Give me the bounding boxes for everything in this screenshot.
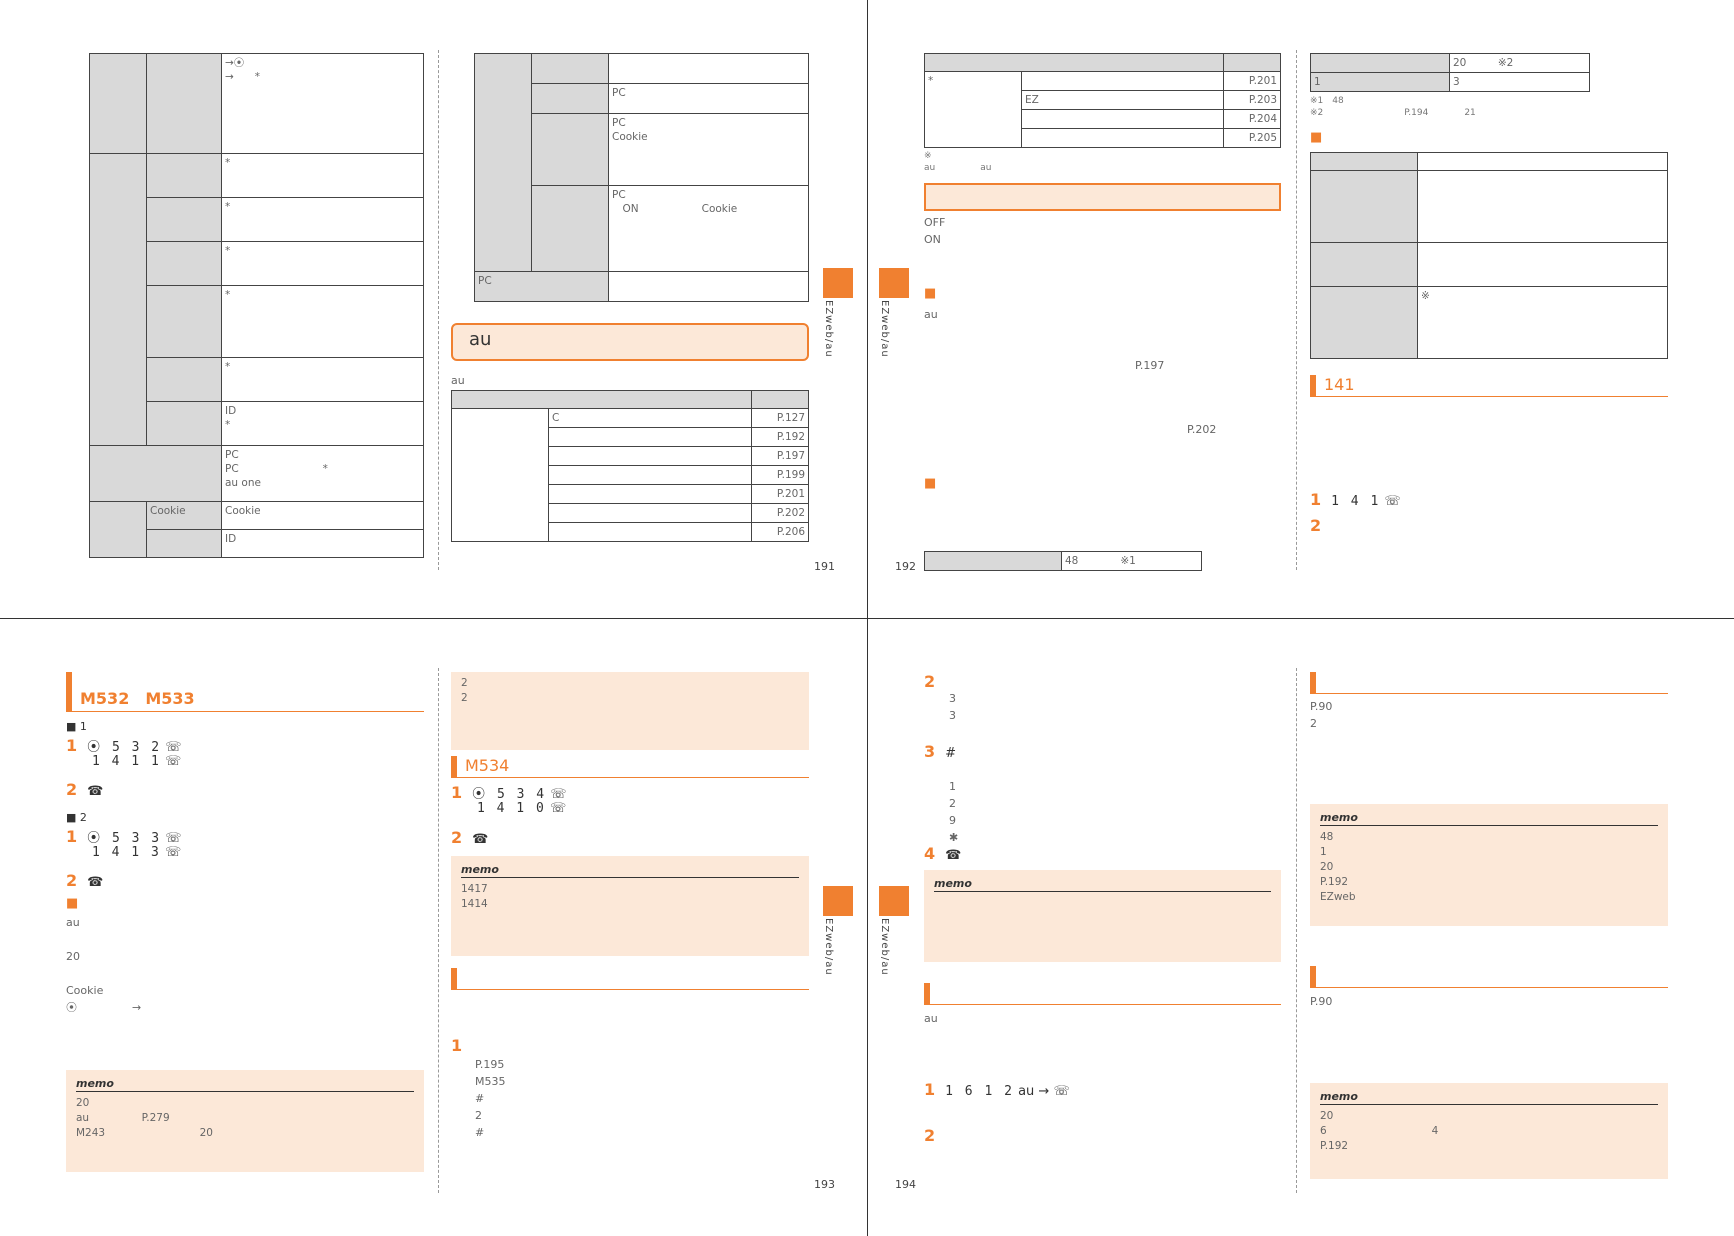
table-cell bbox=[549, 447, 752, 466]
table-cell: EZ bbox=[1022, 91, 1224, 110]
step-3: 3 # bbox=[924, 742, 957, 761]
page-number: 191 bbox=[814, 560, 835, 573]
table-cell bbox=[532, 114, 609, 186]
table-cell bbox=[549, 485, 752, 504]
step-1: 1 bbox=[451, 1036, 463, 1055]
table-cell bbox=[147, 198, 222, 242]
memo-label: memo bbox=[76, 1076, 414, 1092]
body-text: P.90 bbox=[1310, 995, 1333, 1008]
section-title: 141 bbox=[1310, 375, 1668, 397]
table-cell bbox=[1311, 287, 1418, 359]
page-191 bbox=[0, 0, 867, 618]
table-cell bbox=[90, 502, 147, 558]
table-cell: PC bbox=[475, 272, 609, 302]
side-label: EZweb/au bbox=[823, 918, 834, 976]
note-box: 2 2 bbox=[451, 672, 809, 750]
info-table-2 bbox=[1310, 53, 1590, 92]
info-table bbox=[924, 551, 1202, 571]
key-sequence: 1 4 1 bbox=[1331, 494, 1381, 509]
table-cell bbox=[1022, 72, 1224, 91]
page-number: 194 bbox=[895, 1178, 916, 1191]
table-header bbox=[752, 391, 809, 409]
key-sequence: ⦿ 5 3 3 bbox=[87, 831, 162, 846]
table-cell bbox=[609, 54, 809, 84]
table-cell bbox=[90, 154, 147, 446]
table-cell bbox=[147, 154, 222, 198]
section-title-box: au bbox=[451, 323, 809, 361]
table-cell bbox=[90, 54, 147, 154]
body-text: 3 3 bbox=[949, 692, 956, 722]
subheading bbox=[66, 896, 82, 911]
table-cell bbox=[147, 358, 222, 402]
step-2: 2 bbox=[924, 672, 936, 691]
table-cell: P.192 bbox=[752, 428, 809, 447]
table-header bbox=[452, 391, 752, 409]
end-key-icon: ☎ bbox=[472, 832, 489, 847]
step-2a: 2 ☎ bbox=[66, 780, 104, 799]
table-cell: P.204 bbox=[1224, 110, 1281, 129]
table-cell: PC bbox=[609, 84, 809, 114]
table-cell bbox=[1311, 171, 1418, 243]
option-item: 1 bbox=[949, 780, 956, 793]
table-cell bbox=[1418, 153, 1668, 171]
page-193 bbox=[0, 618, 867, 1236]
step-2: 2 ☎ bbox=[451, 828, 489, 847]
side-label: EZweb/au bbox=[879, 300, 890, 358]
table-cell: ※ bbox=[1418, 287, 1668, 359]
table-cell: ID * bbox=[222, 402, 424, 446]
side-tab-marker bbox=[879, 886, 909, 916]
table-cell bbox=[532, 84, 609, 114]
section-title-box bbox=[924, 183, 1281, 211]
call-key-icon: ☏ bbox=[549, 801, 567, 816]
side-tab-marker bbox=[879, 268, 909, 298]
side-tab-marker bbox=[823, 268, 853, 298]
footnotes: ※1 48 ※2 P.194 21 bbox=[1310, 96, 1476, 118]
table-cell: →⦿ → * bbox=[222, 54, 424, 154]
settings-table-2 bbox=[474, 53, 809, 302]
option-item: 9 bbox=[949, 814, 956, 827]
option-item: 2 bbox=[949, 797, 956, 810]
table-cell: P.203 bbox=[1224, 91, 1281, 110]
table-cell bbox=[90, 446, 222, 502]
side-label: EZweb/au bbox=[823, 300, 834, 358]
bullet-item: P.202 bbox=[1187, 423, 1217, 436]
table-cell: 48 ※1 bbox=[1062, 552, 1202, 571]
section-title: M534 bbox=[451, 756, 809, 778]
table-cell bbox=[549, 466, 752, 485]
table-footnote: ※ au au bbox=[924, 151, 992, 173]
table-cell: 3 bbox=[1450, 73, 1590, 92]
option-list bbox=[949, 778, 958, 846]
table-cell: PC ON Cookie bbox=[609, 186, 809, 272]
key-sequence: 1 4 1 0 bbox=[477, 801, 546, 816]
table-cell bbox=[609, 272, 809, 302]
body-text: OFF ON bbox=[924, 216, 946, 246]
table-cell bbox=[532, 54, 609, 84]
bullet-item: P.197 bbox=[1135, 359, 1165, 372]
call-key-icon: ☏ bbox=[1053, 1084, 1070, 1099]
page-number: 192 bbox=[895, 560, 916, 573]
table-cell: * bbox=[222, 242, 424, 286]
table-cell bbox=[147, 286, 222, 358]
table-cell: 20 ※2 bbox=[1450, 54, 1590, 73]
option-item: ✱ bbox=[949, 831, 959, 844]
table-cell: * bbox=[222, 358, 424, 402]
call-key-icon: ☏ bbox=[164, 754, 182, 769]
table-cell bbox=[147, 402, 222, 446]
bullet-heading: ■ 1 bbox=[66, 720, 87, 733]
step-1: 1 1 6 1 2 au → ☏ bbox=[924, 1080, 1070, 1099]
memo-label: memo bbox=[461, 862, 799, 878]
step-2: 2 bbox=[1310, 516, 1322, 535]
bullet-heading: ■ 2 bbox=[66, 811, 87, 824]
table-cell bbox=[549, 428, 752, 447]
end-key-icon: ☎ bbox=[87, 875, 104, 890]
bullet-item: au bbox=[924, 308, 938, 321]
call-key-icon: ☏ bbox=[1384, 494, 1401, 509]
call-key-icon: ☏ bbox=[164, 845, 182, 860]
page-192 bbox=[867, 0, 1734, 618]
section-title bbox=[451, 968, 809, 990]
side-tab-marker bbox=[823, 886, 853, 916]
step-1: 1 1 4 1 ☏ bbox=[1310, 490, 1401, 509]
memo-label: memo bbox=[1320, 1089, 1658, 1105]
table-cell bbox=[475, 54, 532, 272]
table-cell bbox=[1311, 153, 1418, 171]
table-cell: * bbox=[222, 286, 424, 358]
subheading bbox=[924, 476, 940, 491]
end-key-icon: ☎ bbox=[87, 784, 104, 799]
section-title bbox=[1310, 672, 1668, 694]
step-1a-keys bbox=[92, 754, 181, 769]
body-text: au bbox=[924, 1012, 938, 1025]
table-cell bbox=[1311, 243, 1418, 287]
memo-box: memo 20 au P.279 M243 20 bbox=[66, 1070, 424, 1172]
memo-box: memo 1417 1414 bbox=[451, 856, 809, 956]
page-number: 193 bbox=[814, 1178, 835, 1191]
table-cell bbox=[147, 54, 222, 154]
table-cell bbox=[147, 242, 222, 286]
table-cell: * bbox=[222, 154, 424, 198]
table-cell: P.197 bbox=[752, 447, 809, 466]
table-cell: P.127 bbox=[752, 409, 809, 428]
table-cell bbox=[1418, 171, 1668, 243]
table-cell bbox=[549, 523, 752, 542]
call-key-icon: ☏ bbox=[165, 831, 182, 846]
memo-label: memo bbox=[1320, 810, 1658, 826]
memo-box: memo 48 1 20 P.192 EZweb bbox=[1310, 804, 1668, 926]
table-cell: P.199 bbox=[752, 466, 809, 485]
key-sequence: ⦿ 5 3 2 bbox=[87, 740, 162, 755]
table-cell bbox=[925, 552, 1062, 571]
side-label: EZweb/au bbox=[879, 918, 890, 976]
memo-label: memo bbox=[934, 876, 1271, 892]
table-cell: PC Cookie bbox=[609, 114, 809, 186]
step-1b-keys bbox=[92, 845, 181, 860]
key-sequence: ⦿ 5 3 4 bbox=[472, 787, 547, 802]
body-text: au 20 Cookie ⦿ → bbox=[66, 916, 142, 1014]
table-cell: P.205 bbox=[1224, 129, 1281, 148]
section-title bbox=[924, 983, 1281, 1005]
step-2b: 2 ☎ bbox=[66, 871, 104, 890]
settings-table-1 bbox=[89, 53, 424, 558]
table-cell: ID bbox=[222, 530, 424, 558]
body-text: P.90 2 bbox=[1310, 700, 1333, 730]
table-cell: PC PC * au one bbox=[222, 446, 424, 502]
page-194 bbox=[867, 618, 1734, 1236]
section-title bbox=[1310, 966, 1668, 988]
table-cell bbox=[549, 504, 752, 523]
call-key-icon: ☏ bbox=[550, 787, 567, 802]
reference-table bbox=[924, 53, 1281, 148]
subheading bbox=[1310, 130, 1326, 145]
table-header bbox=[925, 54, 1224, 72]
table-cell bbox=[147, 530, 222, 558]
call-key-icon: ☏ bbox=[165, 740, 182, 755]
table-cell bbox=[1418, 243, 1668, 287]
reference-table bbox=[451, 390, 809, 542]
step-4: 4 ☎ bbox=[924, 844, 962, 863]
table-cell: * bbox=[925, 72, 1022, 148]
table-cell: Cookie bbox=[147, 502, 222, 530]
memo-box bbox=[924, 870, 1281, 962]
section-title: M532 M533 bbox=[66, 672, 424, 712]
table-cell bbox=[1022, 129, 1224, 148]
step-1-keys bbox=[477, 801, 566, 816]
step-2b: 2 bbox=[924, 1126, 936, 1145]
step-1a: 1 ⦿ 5 3 2 ☏ bbox=[66, 736, 182, 755]
table-cell: P.206 bbox=[752, 523, 809, 542]
table-cell bbox=[1022, 110, 1224, 129]
settings-table-3 bbox=[1310, 152, 1668, 359]
table-cell: 1 bbox=[1311, 73, 1450, 92]
intro-text: au bbox=[451, 374, 465, 387]
table-cell: P.201 bbox=[752, 485, 809, 504]
body-text: P.195 M535 # 2 # bbox=[475, 1058, 506, 1139]
end-key-icon: ☎ bbox=[945, 848, 962, 863]
table-header bbox=[1224, 54, 1281, 72]
step-1: 1 ⦿ 5 3 4 ☏ bbox=[451, 783, 567, 802]
table-cell: C bbox=[549, 409, 752, 428]
table-cell bbox=[1311, 54, 1450, 73]
table-cell: P.201 bbox=[1224, 72, 1281, 91]
memo-box: memo 20 6 4 P.192 bbox=[1310, 1083, 1668, 1179]
step-1b: 1 ⦿ 5 3 3 ☏ bbox=[66, 827, 182, 846]
table-cell: Cookie bbox=[222, 502, 424, 530]
table-cell bbox=[452, 409, 549, 542]
table-cell: * bbox=[222, 198, 424, 242]
table-cell bbox=[532, 186, 609, 272]
key-sequence: 1 6 1 2 bbox=[945, 1084, 1014, 1099]
key-sequence: 1 4 1 3 bbox=[92, 845, 161, 860]
key-sequence: 1 4 1 1 bbox=[92, 754, 161, 769]
table-cell: P.202 bbox=[752, 504, 809, 523]
subheading bbox=[924, 286, 940, 301]
